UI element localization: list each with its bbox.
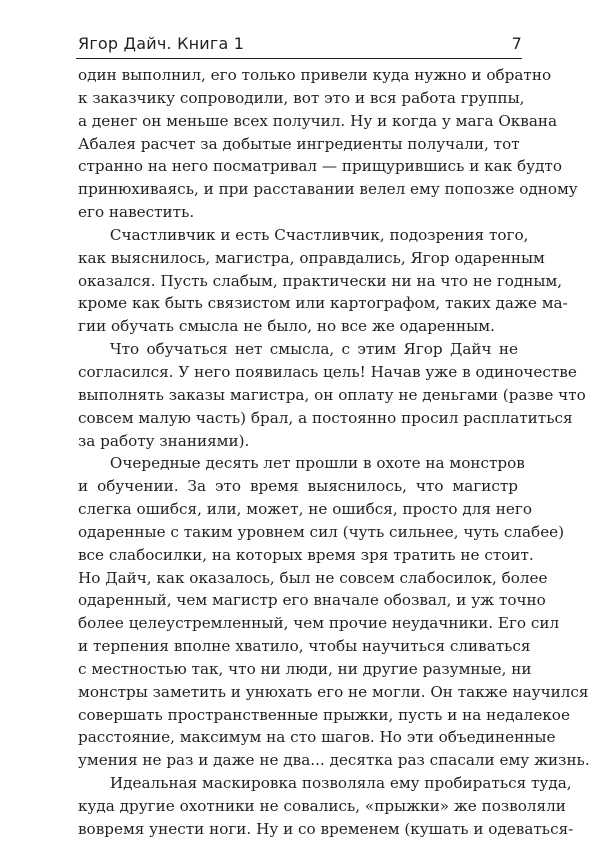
text-line: умения не раз и даже не два... десятка раз спасали ему жизнь. bbox=[78, 751, 590, 770]
text-line: принюхиваясь, и при расставании велел ему попозже одному bbox=[78, 180, 578, 199]
text-line: все слабосилки, на которых время зря тратить не стоит. bbox=[78, 545, 534, 564]
text-line: выполнять заказы магистра, он оплату не деньгами (разве что bbox=[78, 385, 586, 404]
text-line: Счастливчик и есть Счастливчик, подозрения того, bbox=[109, 225, 529, 244]
text-line: за работу знаниями). bbox=[78, 431, 250, 450]
header-rule bbox=[76, 58, 522, 59]
text-line: а денег он меньше всех получил. Ну и когда у мага Оквана bbox=[78, 111, 558, 130]
paragraph bbox=[78, 772, 574, 841]
paragraph bbox=[78, 452, 590, 772]
text-line: монстры заметить и унюхать его не могли. Он также научился bbox=[78, 682, 589, 701]
text-line: с местностью так, что ни люди, ни другие разумные, ни bbox=[78, 659, 532, 678]
text-line: Очередные десять лет прошли в охоте на монстров bbox=[109, 454, 525, 473]
text-line: куда другие охотники не совались, «прыжки» же позволяли bbox=[78, 797, 566, 815]
text-line: и обучении. За это время выяснилось, что магистр bbox=[78, 477, 518, 496]
text-line: одаренный, чем магистр его вначале обозвал, и уж точно bbox=[78, 591, 546, 610]
body-text bbox=[78, 64, 590, 841]
text-line: как выяснилось, магистра, оправдались, Ягор одаренным bbox=[78, 248, 545, 267]
text-line: один выполнил, его только привели куда нужно и обратно bbox=[78, 66, 552, 84]
paragraph bbox=[78, 64, 578, 224]
text-line: Но Дайч, как оказалось, был не совсем слабосилок, более bbox=[78, 568, 548, 587]
text-line: оказался. Пусть слабым, практически ни на что не годным, bbox=[78, 271, 563, 290]
text-line: Что обучаться нет смысла, с этим Ягор Дайч не bbox=[109, 340, 518, 359]
text-line: расстояние, максимум на сто шагов. Но эти объединенные bbox=[78, 728, 556, 747]
paragraph bbox=[78, 338, 586, 452]
text-line: его навестить. bbox=[78, 203, 195, 222]
text-line: совершать пространственные прыжки, пусть и на недалекое bbox=[78, 705, 570, 724]
text-line: Идеальная маскировка позволяла ему пробираться туда, bbox=[109, 774, 572, 793]
text-line: гии обучать смысла не было, но все же одаренным. bbox=[78, 317, 495, 336]
running-header bbox=[76, 34, 522, 58]
text-line: Абалея расчет за добытые ингредиенты получали, тот bbox=[78, 134, 520, 153]
page-number: 7 bbox=[511, 34, 522, 53]
text-line: и терпения вполне хватило, чтобы научиться сливаться bbox=[78, 637, 531, 656]
text-line: одаренные с таким уровнем сил (чуть сильнее, чуть слабее) bbox=[78, 522, 565, 541]
text-line: к заказчику сопроводили, вот это и вся работа группы, bbox=[78, 88, 525, 107]
paragraph bbox=[78, 224, 568, 338]
text-line: кроме как быть связистом или картографом, таких даже ма- bbox=[78, 294, 568, 313]
running-header-title: Ягор Дайч. Книга 1 bbox=[78, 34, 245, 53]
text-line: странно на него посматривал — прищурившись и как будто bbox=[78, 157, 562, 176]
text-line: совсем малую часть) брал, а постоянно просил расплатиться bbox=[78, 408, 573, 427]
text-line: вовремя унести ноги. Ну и со временем (кушать и одеваться- bbox=[78, 819, 574, 838]
text-line: более целеустремленный, чем прочие неудачники. Его сил bbox=[78, 614, 560, 633]
text-line: согласился. У него появилась цель! Начав уже в одиночестве bbox=[78, 362, 577, 381]
text-line: слегка ошибся, или, может, не ошибся, просто для него bbox=[78, 500, 532, 519]
